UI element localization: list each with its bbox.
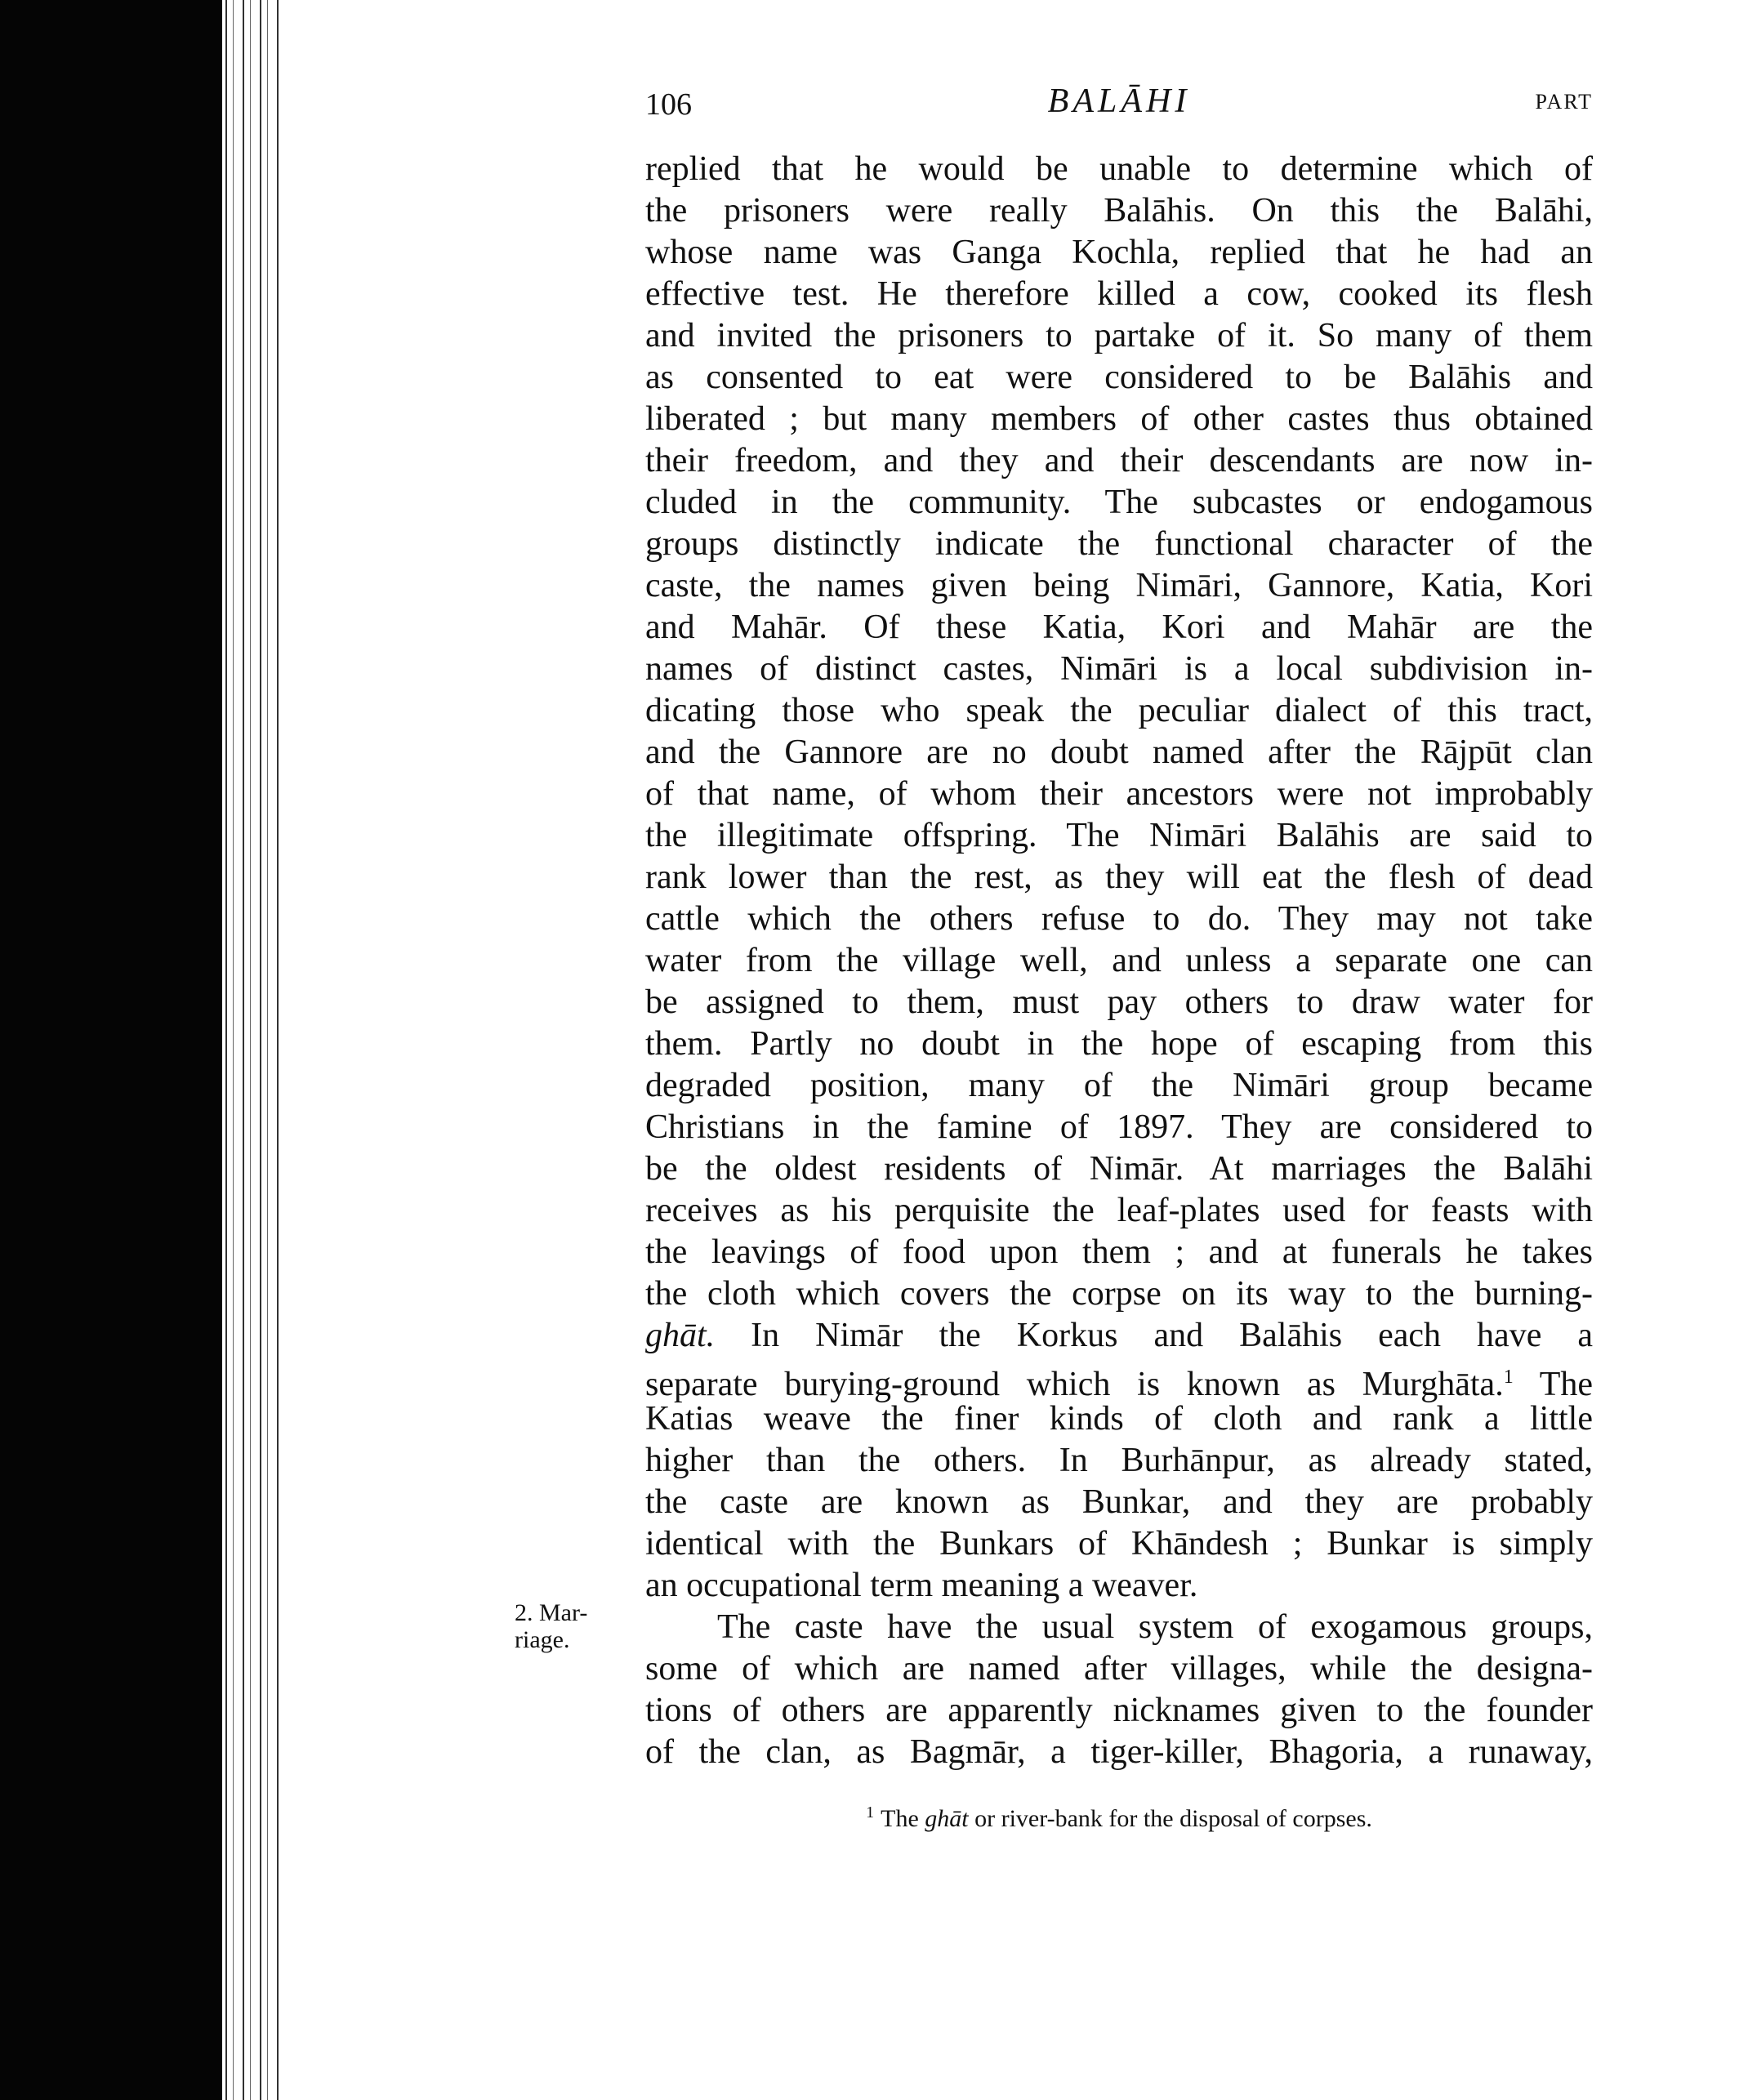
- text-line: tions of others are apparently nicknames given to the founder: [645, 1692, 1593, 1729]
- text-line: of the clan, as Bagmār, a tiger-killer, Bhagoria, a runaway,: [645, 1733, 1593, 1771]
- text-line-ghat: [645, 1315, 1593, 1357]
- text-line: the illegitimate offspring. The Nimāri Balāhis are said to: [645, 817, 1593, 854]
- margin-note-line: riage.: [515, 1626, 570, 1653]
- text-line: the caste are known as Bunkar, and they are probably: [645, 1483, 1593, 1521]
- part-label: PART: [1535, 90, 1593, 114]
- text-line: some of which are named after villages, while the designa-: [645, 1650, 1593, 1688]
- text-line: be the oldest residents of Nimār. At marriages the Balāhi: [645, 1150, 1593, 1188]
- footnote-mark: 1: [866, 1804, 875, 1821]
- text-line: dicating those who speak the peculiar dialect of this tract,: [645, 692, 1593, 729]
- text-line: and invited the prisoners to partake of it. So many of them: [645, 317, 1593, 354]
- murghata-line-before: separate burying-ground which is known as Murghāta.: [645, 1366, 1504, 1403]
- text-line: and the Gannore are no doubt named after the Rājpūt clan: [645, 733, 1593, 771]
- text-line: identical with the Bunkars of Khāndesh ; Bunkar is simply: [645, 1525, 1593, 1563]
- text-line: and Mahār. Of these Katia, Kori and Mahār are the: [645, 609, 1593, 646]
- text-line: Christians in the famine of 1897. They are considered to: [645, 1108, 1593, 1146]
- text-line: cluded in the community. The subcastes or endogamous: [645, 484, 1593, 521]
- text-line: names of distinct castes, Nimāri is a local subdivision in-: [645, 650, 1593, 688]
- text-line: of that name, of whom their ancestors were not improbably: [645, 775, 1593, 813]
- italic-word-ghat: ghāt.: [645, 1317, 716, 1354]
- text-line: receives as his perquisite the leaf-plates used for feasts with: [645, 1192, 1593, 1229]
- text-line: groups distinctly indicate the functional character of the: [645, 525, 1593, 563]
- text-line: whose name was Ganga Kochla, replied that he had an: [645, 234, 1593, 271]
- text-line: be assigned to them, must pay others to draw water for: [645, 983, 1593, 1021]
- margin-note-line: 2. Mar-: [515, 1599, 588, 1626]
- text-line-murghata: [645, 1357, 1593, 1403]
- footnote-text-before: The: [881, 1805, 925, 1832]
- text-line: the prisoners were really Balāhis. On this the Balāhi,: [645, 192, 1593, 230]
- page-header: [645, 80, 1593, 129]
- text-line: cattle which the others refuse to do. They may not take: [645, 900, 1593, 938]
- text-line-paragraph-end: an occupational term meaning a weaver.: [645, 1567, 1198, 1604]
- text-line: rank lower than the rest, as they will eat the flesh of dead: [645, 858, 1593, 896]
- footnote: [645, 1804, 1593, 1833]
- footnote-text-after: or river-bank for the disposal of corpses.: [968, 1805, 1372, 1832]
- footnote-reference: 1: [1503, 1367, 1514, 1388]
- text-line: the leavings of food upon them ; and at funerals he takes: [645, 1233, 1593, 1271]
- murghata-line-after: The: [1513, 1366, 1593, 1403]
- text-line: the cloth which covers the corpse on its way to the burning-: [645, 1275, 1593, 1313]
- body-text: [645, 149, 1593, 1773]
- text-line: their freedom, and they and their descendants are now in-: [645, 442, 1593, 479]
- margin-note-marriage: [515, 1599, 629, 1653]
- text-line: replied that he would be unable to determine which of: [645, 150, 1593, 188]
- text-line: liberated ; but many members of other castes thus obtained: [645, 400, 1593, 438]
- ghat-line-rest: In Nimār the Korkus and Balāhis each have a: [715, 1317, 1593, 1354]
- text-line: caste, the names given being Nimāri, Gannore, Katia, Kori: [645, 567, 1593, 604]
- text-line: them. Partly no doubt in the hope of escaping from this: [645, 1025, 1593, 1063]
- text-line: degraded position, many of the Nimāri group became: [645, 1067, 1593, 1104]
- text-line: higher than the others. In Burhānpur, as already stated,: [645, 1442, 1593, 1479]
- running-title: BALĀHI: [1047, 82, 1191, 120]
- text-line: Katias weave the finer kinds of cloth and rank a little: [645, 1400, 1593, 1438]
- book-binding-shadow: [0, 0, 222, 2100]
- text-line: effective test. He therefore killed a cow, cooked its flesh: [645, 275, 1593, 313]
- text-line: water from the village well, and unless a separate one can: [645, 942, 1593, 979]
- text-line: as consented to eat were considered to be Balāhis and: [645, 359, 1593, 396]
- page-number: 106: [645, 87, 692, 122]
- footnote-italic-ghat: ghāt: [925, 1805, 969, 1832]
- binding-edge-lines: [222, 0, 279, 2100]
- text-line-paragraph-start: The caste have the usual system of exogamous groups,: [717, 1608, 1593, 1646]
